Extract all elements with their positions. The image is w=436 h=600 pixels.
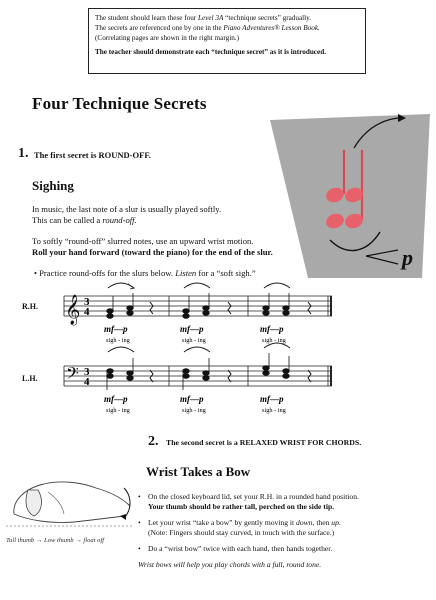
bullet-1-line-1: On the closed keyboard lid, set your R.H. in a rounded hand position.: [148, 492, 359, 501]
para2-line2: Roll your hand forward (toward the piano) for the end of the slur.: [32, 247, 273, 257]
notice-line-3: (Correlating pages are shown in the right margin.): [95, 34, 239, 42]
secret-1-heading: The first secret is ROUND-OFF.: [34, 150, 151, 160]
secret-1-number: 1.: [18, 146, 29, 161]
rh-syllables-1: sigh - ing: [106, 337, 130, 344]
rh-annotations: [104, 324, 287, 344]
rh-dynamic-2: mf—p: [180, 324, 204, 334]
notice-line-2: The secrets are referenced one by one in the Piano Adventures® Lesson Book.: [95, 24, 320, 32]
bullet-3: • Do a “wrist bow” twice with each hand, then hands together.: [138, 544, 333, 553]
bullet-1-line-2: Your thumb should be rather tall, perched on the side tip.: [148, 502, 335, 511]
lh-dynamic-2: mf—p: [180, 394, 204, 404]
lh-label: L.H.: [22, 374, 38, 383]
lh-syllables-2: sigh - ing: [182, 407, 206, 414]
bow-arrow-head: [120, 514, 126, 520]
bullet-1: • On the closed keyboard lid, set your R.H. in a rounded hand position. Your thumb should be rather tall, perched on the side tip.: [138, 492, 359, 511]
rh-syllables-2: sigh - ing: [182, 337, 206, 344]
para1-line1: In music, the last note of a slur is usually played softly.: [32, 204, 222, 214]
lh-time-bottom: 4: [84, 376, 90, 388]
rh-slurs: [108, 283, 290, 289]
treble-clef-icon: 𝄞: [65, 295, 81, 325]
lh-dynamic-1: mf—p: [104, 394, 128, 404]
bullet-2: • Let your wrist “take a bow” by gently moving it down, then up. (Note: Fingers should stay curved, in touch with the surface.): [138, 518, 341, 537]
lh-dynamic-3: mf—p: [260, 394, 284, 404]
lh-notes: [107, 353, 311, 390]
rh-syllables-3: sigh - ing: [262, 337, 286, 344]
sighing-subtitle: Sighing: [32, 178, 74, 193]
closing-note: Wrist bows will help you play chords with a full, round tone.: [138, 560, 322, 569]
practice-bullet: • Practice round-offs for the slurs below. Listen for a “soft sigh.”: [34, 268, 256, 278]
hand-illustration: [4, 470, 138, 536]
rh-time-bottom: 4: [84, 306, 90, 318]
lh-annotations: [104, 394, 287, 414]
wrist-motion-paragraph: [32, 236, 352, 258]
notice-bold-line: The teacher should demonstrate each “technique secret” as it is introduced.: [95, 48, 326, 56]
lh-staff: [64, 363, 332, 387]
round-off-paragraph: [32, 204, 282, 226]
rh-label: R.H.: [22, 302, 38, 311]
rh-dynamic-3: mf—p: [260, 324, 284, 334]
para1-line2: This can be called a round-off.: [32, 215, 137, 225]
rh-staff: [64, 294, 332, 326]
teacher-notice-box: [88, 8, 366, 74]
rh-time-top: 3: [84, 296, 90, 308]
notice-line-1: The student should learn these four Level 3A “technique secrets” gradually.: [95, 14, 312, 22]
secret-2-heading: The second secret is a RELAXED WRIST FOR CHORDS.: [166, 438, 362, 447]
bullet-3-text: Do a “wrist bow” twice with each hand, then hands together.: [148, 544, 333, 553]
thumb-position-caption: Tall thumb → Low thumb → float off: [6, 537, 105, 544]
lh-syllables-1: sigh - ing: [106, 407, 130, 414]
rh-dynamic-1: mf—p: [104, 324, 128, 334]
page-title: Four Technique Secrets: [32, 94, 207, 113]
lh-time-top: 3: [84, 366, 90, 378]
wrist-bow-bullets: [138, 492, 430, 576]
hand-outline-bottom: [14, 514, 124, 523]
lh-syllables-3: sigh - ing: [262, 407, 286, 414]
wrist-bow-subtitle: Wrist Takes a Bow: [146, 464, 251, 479]
secret-2-number: 2.: [148, 434, 159, 449]
lh-slurs: [108, 343, 290, 352]
thumb-shape: [26, 490, 41, 516]
bullet-2-line-2: (Note: Fingers should stay curved, in touch with the surface.): [148, 528, 335, 537]
illustration-dynamic-p: p: [402, 245, 413, 270]
bass-clef-icon: 𝄢: [66, 363, 79, 387]
para2-line1: To softly “round-off” slurred notes, use an upward wrist motion.: [32, 236, 254, 246]
music-staves: [58, 280, 338, 420]
rh-notes: [107, 293, 311, 318]
